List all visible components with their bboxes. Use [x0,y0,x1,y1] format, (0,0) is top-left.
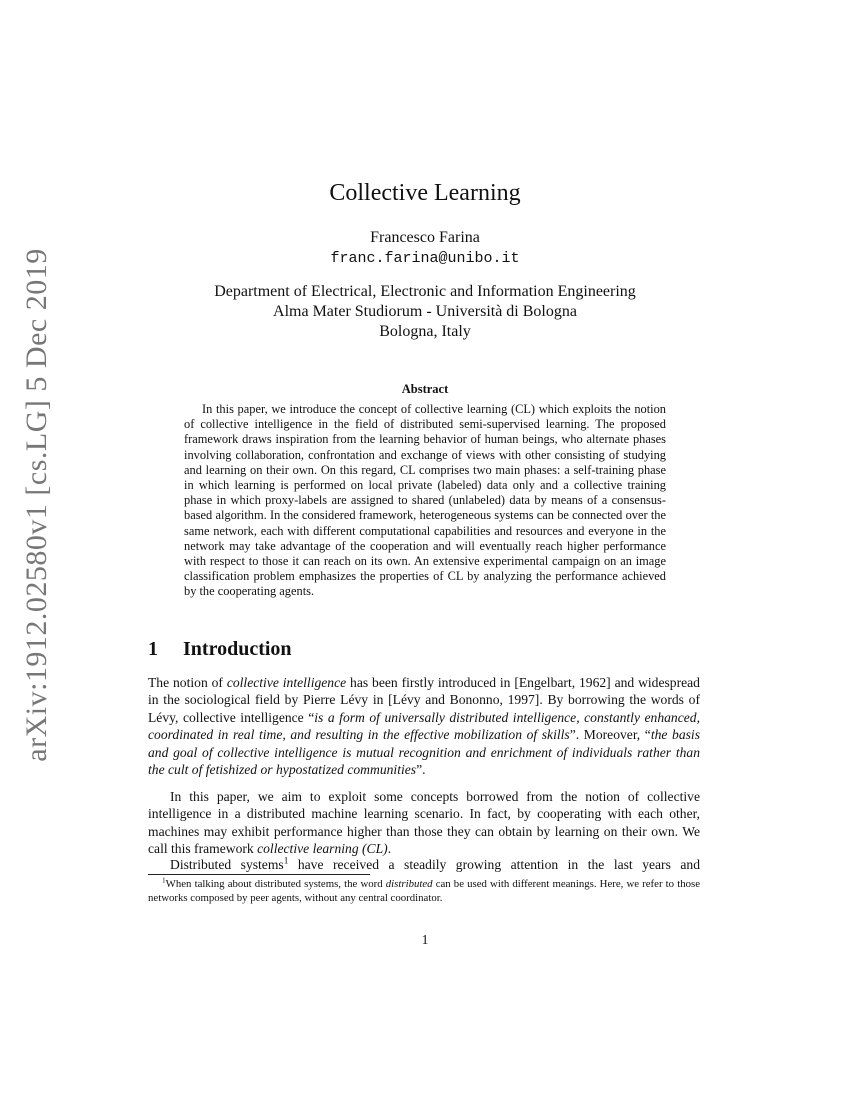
intro-paragraph-1: The notion of collective intelligence has been firstly introduced in [Engelbart, 1962] and widespread in the sociological field by Pierre Lévy in [Lévy and Bononno, 1997]. By borrowing the words of Lévy, collective intelligence “is a form of universally distributed intelligence, constantly enhanced, coordinated in real time, and resulting in the effective mobilization of skills”. Moreover, “the basis and goal of collective intelligence is mutual recognition and enrichment of individuals rather than the cult of fetishized or hypostatized communities”. [148,675,701,778]
paper-title: Collective Learning [329,180,521,206]
abstract-heading: Abstract [401,382,449,396]
footnote-mark: 1 [162,875,166,885]
arxiv-identifier: arXiv:1912.02580v1 [cs.LG] 5 Dec 2019 [20,248,53,762]
section-number: 1 [148,638,158,660]
affiliation [0,282,850,342]
footnote-ref[interactable]: 1 [283,855,289,866]
affiliation-line: Alma Mater Studiorum - Università di Bologna [273,303,577,320]
author-name: Francesco Farina [370,229,480,246]
affiliation-line: Bologna, Italy [379,323,471,340]
abstract-text: In this paper, we introduce the concept of collective learning (CL) which exploits the notion of collective intelligence in the field of distributed semi-supervised learning. The proposed framework draws inspiration from the learning behavior of human beings, who alternate phases involving collaboration, confrontation and exchange of views with other consisting of studying and learning on their own. On this regard, CL comprises two main phases: a self-training phase in which learning is performed on local private (labeled) data only and a collective training phase in which proxy-labels are assigned to shared (unlabeled) data by means of a consensus-based algorithm. In the considered framework, heterogeneous systems can be connected over the same network, each with different computational capabilities and resources and everyone in the network may take advantage of the cooperation and will eventually reach higher performance with respect to those it can reach on its own. An extensive experimental campaign on an image classification problem emphasizes the properties of CL by analyzing the performance achieved by the cooperating agents. [184,402,666,599]
section-title: Introduction [183,638,292,660]
intro-paragraph-2: In this paper, we aim to exploit some concepts borrowed from the notion of collective intelligence in a distributed machine learning scenario. In fact, by cooperating with each other, machines may exhibit performance higher than those they can obtain by learning on their own. We call this framework collective learning (CL). [148,789,700,857]
section-heading [148,638,292,661]
affiliation-line: Department of Electrical, Electronic and Information Engineering [214,283,636,300]
footnote: $^1$When talking about distributed systems, the word distributed can be used with different meanings. Here, we refer to those networks composed by peer agents, without any central coordinator. [148,875,700,904]
author-email: franc.farina@unibo.it [330,250,520,267]
footnote-divider [148,874,370,875]
intro-paragraph-3: Distributed systems$^1$ have received a steadily growing attention in the last years and [170,855,700,872]
page-number: 1 [421,932,429,947]
